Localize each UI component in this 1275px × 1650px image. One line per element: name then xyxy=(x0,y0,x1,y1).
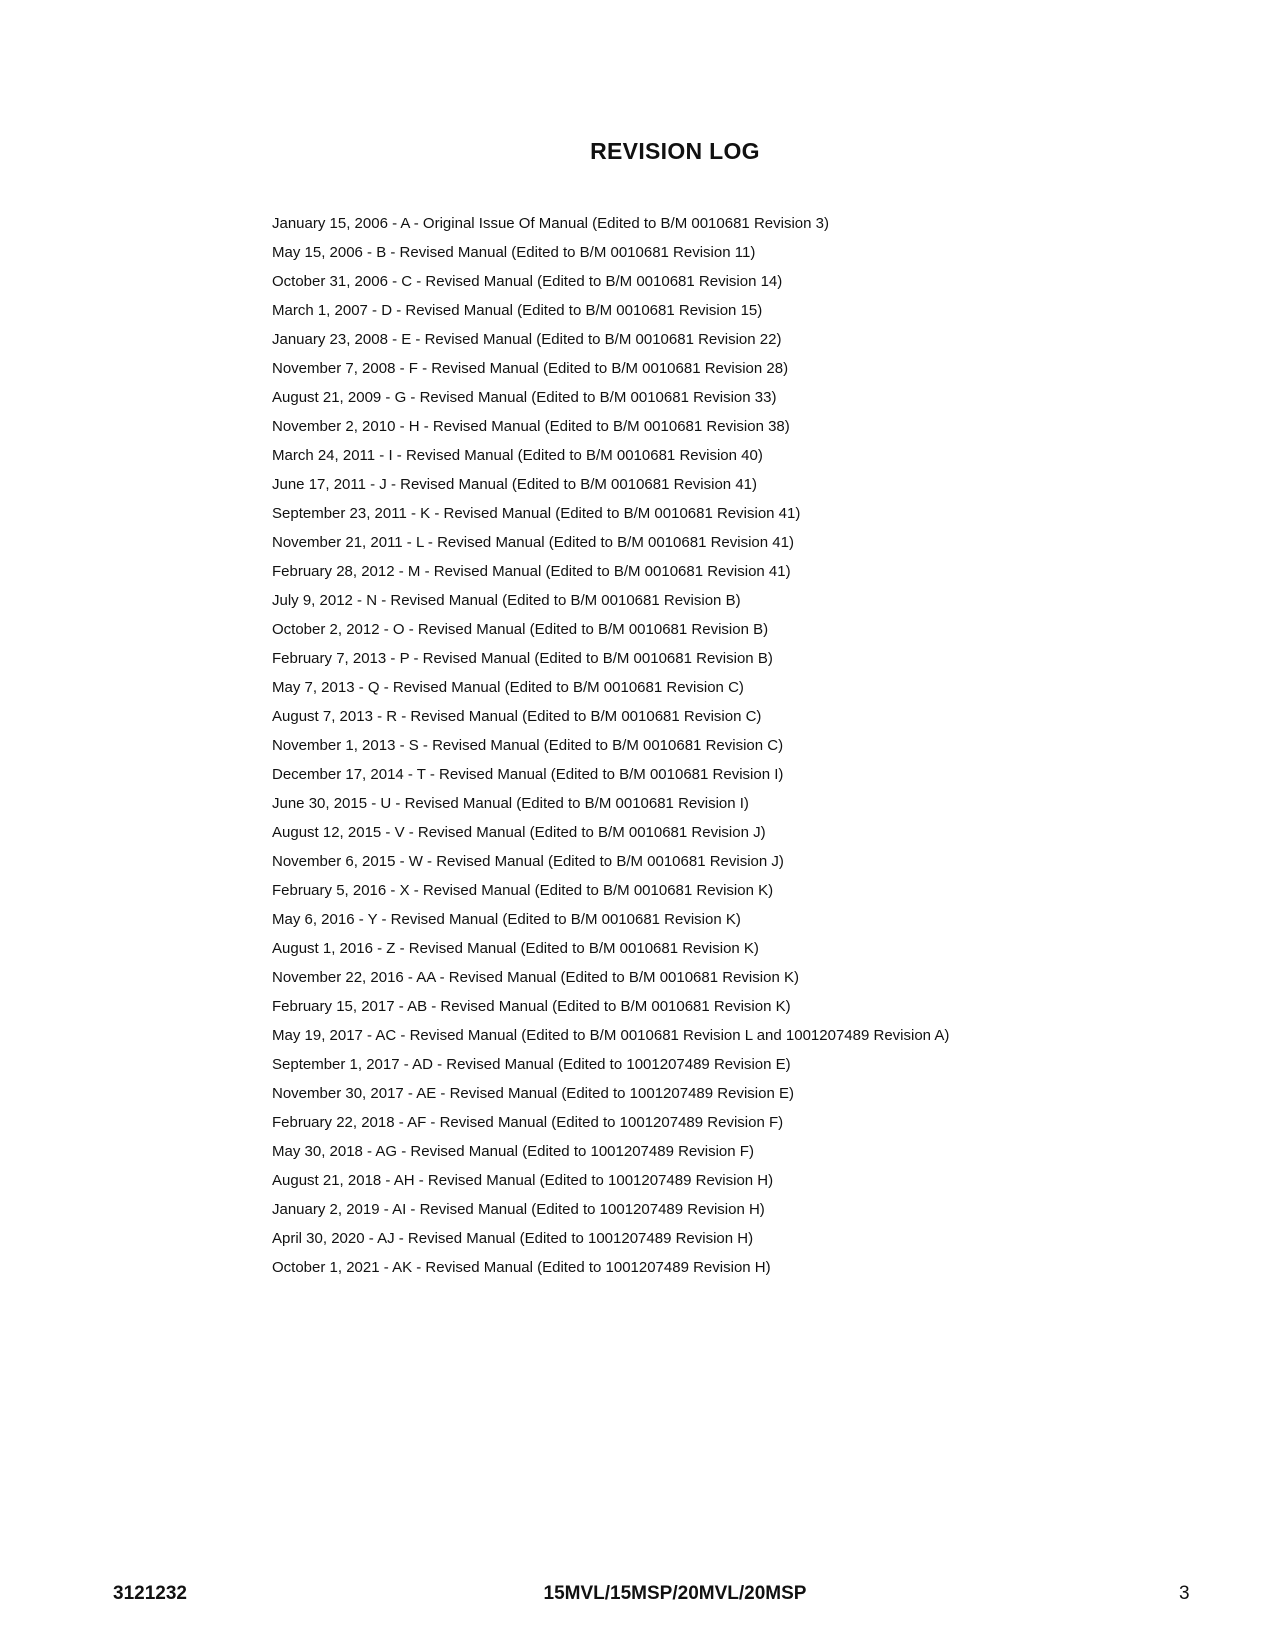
footer-document-number: 3121232 xyxy=(113,1583,187,1604)
revision-entry: February 22, 2018 - AF - Revised Manual (Edited to 1001207489 Revision F) xyxy=(272,1114,784,1131)
revision-entry: November 6, 2015 - W - Revised Manual (Edited to B/M 0010681 Revision J) xyxy=(272,853,784,870)
revision-log-list xyxy=(272,209,949,1282)
footer-model-numbers: 15MVL/15MSP/20MVL/20MSP xyxy=(543,1583,807,1604)
revision-entry: March 1, 2007 - D - Revised Manual (Edited to B/M 0010681 Revision 15) xyxy=(272,302,763,319)
revision-entry: June 30, 2015 - U - Revised Manual (Edited to B/M 0010681 Revision I) xyxy=(272,795,749,812)
revision-entry: March 24, 2011 - I - Revised Manual (Edited to B/M 0010681 Revision 40) xyxy=(272,447,763,464)
revision-entry: February 15, 2017 - AB - Revised Manual (Edited to B/M 0010681 Revision K) xyxy=(272,998,791,1015)
revision-entry: August 21, 2018 - AH - Revised Manual (Edited to 1001207489 Revision H) xyxy=(272,1172,774,1189)
revision-entry: May 19, 2017 - AC - Revised Manual (Edited to B/M 0010681 Revision L and 1001207489 Revision A) xyxy=(272,1027,950,1044)
revision-entry: January 23, 2008 - E - Revised Manual (Edited to B/M 0010681 Revision 22) xyxy=(272,331,782,348)
revision-entry: May 30, 2018 - AG - Revised Manual (Edited to 1001207489 Revision F) xyxy=(272,1143,754,1160)
revision-entry: August 21, 2009 - G - Revised Manual (Edited to B/M 0010681 Revision 33) xyxy=(272,389,777,406)
footer-page-number: 3 xyxy=(1179,1583,1190,1604)
revision-entry: June 17, 2011 - J - Revised Manual (Edited to B/M 0010681 Revision 41) xyxy=(272,476,757,493)
revision-entry: August 7, 2013 - R - Revised Manual (Edited to B/M 0010681 Revision C) xyxy=(272,708,762,725)
revision-entry: September 23, 2011 - K - Revised Manual (Edited to B/M 0010681 Revision 41) xyxy=(272,505,801,522)
revision-entry: November 30, 2017 - AE - Revised Manual (Edited to 1001207489 Revision E) xyxy=(272,1085,794,1102)
revision-entry: October 2, 2012 - O - Revised Manual (Edited to B/M 0010681 Revision B) xyxy=(272,621,769,638)
revision-entry: August 1, 2016 - Z - Revised Manual (Edited to B/M 0010681 Revision K) xyxy=(272,940,759,957)
revision-entry: April 30, 2020 - AJ - Revised Manual (Edited to 1001207489 Revision H) xyxy=(272,1230,754,1247)
revision-entry: February 5, 2016 - X - Revised Manual (Edited to B/M 0010681 Revision K) xyxy=(272,882,774,899)
revision-entry: October 31, 2006 - C - Revised Manual (Edited to B/M 0010681 Revision 14) xyxy=(272,273,783,290)
page-title: REVISION LOG xyxy=(590,138,760,164)
revision-entry: July 9, 2012 - N - Revised Manual (Edited to B/M 0010681 Revision B) xyxy=(272,592,741,609)
revision-entry: December 17, 2014 - T - Revised Manual (Edited to B/M 0010681 Revision I) xyxy=(272,766,784,783)
revision-entry: November 22, 2016 - AA - Revised Manual (Edited to B/M 0010681 Revision K) xyxy=(272,969,799,986)
revision-entry: February 7, 2013 - P - Revised Manual (Edited to B/M 0010681 Revision B) xyxy=(272,650,773,667)
revision-entry: May 6, 2016 - Y - Revised Manual (Edited to B/M 0010681 Revision K) xyxy=(272,911,741,928)
revision-entry: May 7, 2013 - Q - Revised Manual (Edited to B/M 0010681 Revision C) xyxy=(272,679,744,696)
revision-entry: January 15, 2006 - A - Original Issue Of Manual (Edited to B/M 0010681 Revision 3) xyxy=(272,215,829,232)
revision-entry: November 7, 2008 - F - Revised Manual (Edited to B/M 0010681 Revision 28) xyxy=(272,360,789,377)
revision-entry: November 2, 2010 - H - Revised Manual (Edited to B/M 0010681 Revision 38) xyxy=(272,418,790,435)
revision-entry: May 15, 2006 - B - Revised Manual (Edited to B/M 0010681 Revision 11) xyxy=(272,244,756,261)
revision-entry: November 21, 2011 - L - Revised Manual (Edited to B/M 0010681 Revision 41) xyxy=(272,534,794,551)
revision-entry: September 1, 2017 - AD - Revised Manual (Edited to 1001207489 Revision E) xyxy=(272,1056,791,1073)
revision-entry: August 12, 2015 - V - Revised Manual (Edited to B/M 0010681 Revision J) xyxy=(272,824,766,841)
revision-entry: February 28, 2012 - M - Revised Manual (Edited to B/M 0010681 Revision 41) xyxy=(272,563,791,580)
revision-entry: January 2, 2019 - AI - Revised Manual (Edited to 1001207489 Revision H) xyxy=(272,1201,765,1218)
revision-entry: November 1, 2013 - S - Revised Manual (Edited to B/M 0010681 Revision C) xyxy=(272,737,784,754)
revision-entry: October 1, 2021 - AK - Revised Manual (Edited to 1001207489 Revision H) xyxy=(272,1259,771,1276)
